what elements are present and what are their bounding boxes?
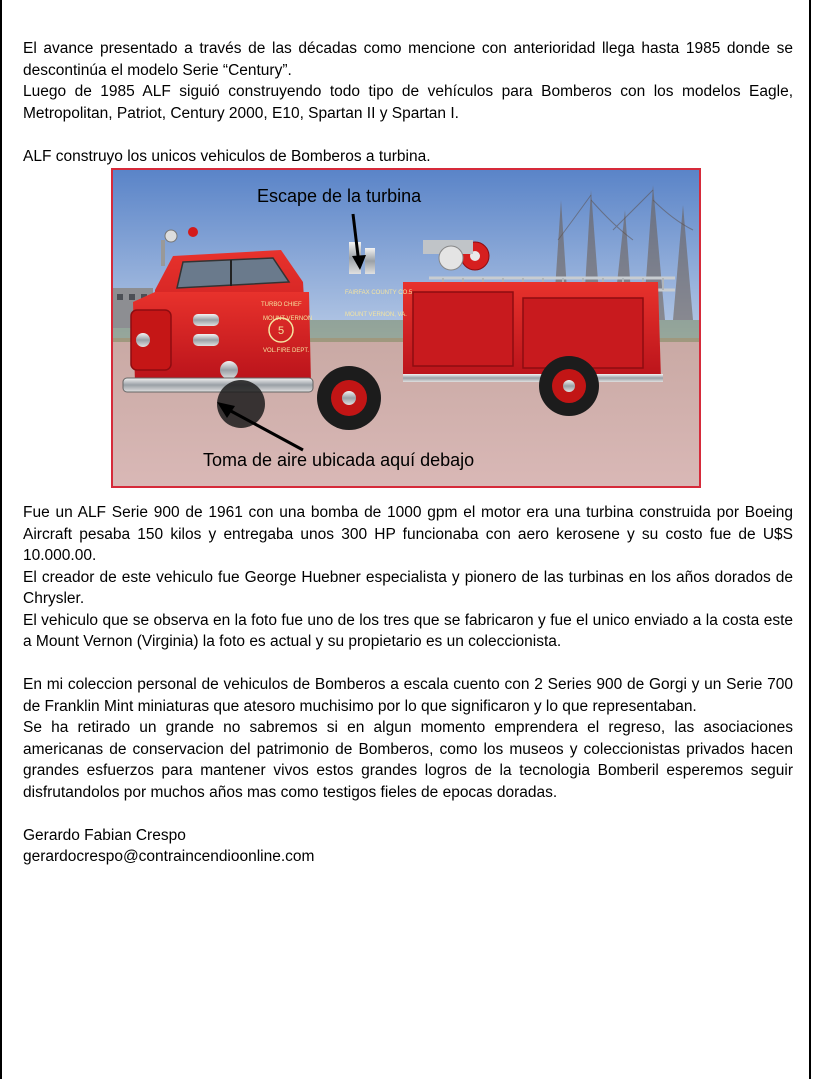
- paragraph-creator: El creador de este vehiculo fue George Huebner especialista y pionero de las turbinas en los años dorados de Chrysler.: [23, 568, 793, 607]
- body-text-bottom: MOUNT VERNON, VA.: [345, 312, 407, 318]
- paragraph-specs: Fue un ALF Serie 900 de 1961 con una bomba de 1000 gpm el motor era una turbina construida por Boeing Aircraft pesaba 150 kilos y entregaba unos 300 HP funcionaba con aero kerosene y su costo fue de U$S 10.000.00.: [23, 504, 793, 564]
- paragraph-retired: Se ha retirado un grande no sabremos si en algun momento emprendera el regreso, las asociaciones americanas de conservacion del patrimonio de Bomberos, como los museos y coleccionistas privados hacen grandes esfuerzos para mantener vivos estos grandes logros de la tecnologia Bomberil esperemos seguir disfrutandolos por muchos años mas como testigos fieles de epocas doradas.: [23, 719, 793, 801]
- page-border-left: [0, 0, 2, 1079]
- door-number: 5: [277, 325, 285, 337]
- fire-truck-illustration: [113, 170, 699, 486]
- body-text-top: FAIRFAX COUNTY CO.5: [345, 290, 413, 296]
- paragraph-models: Luego de 1985 ALF siguió construyendo todo tipo de vehículos para Bomberos con los modelos Eagle, Metropolitan, Patriot, Century 2000, E10, Spartan II y Spartan I.: [23, 83, 793, 122]
- paragraph-collection: En mi coleccion personal de vehiculos de Bomberos a escala cuento con 2 Series 900 de Gorgi y un Serie 700 de Franklin Mint miniaturas que atesoro muchisimo por lo que significaron y lo que representaban.: [23, 676, 793, 715]
- article-body: [23, 38, 793, 868]
- paragraph-history: El avance presentado a través de las décadas como mencione con anterioridad llega hasta 1985 donde se descontinúa el modelo Serie “Century”.: [23, 40, 793, 79]
- author-name: Gerardo Fabian Crespo: [23, 826, 186, 844]
- paragraph-vehicle: El vehiculo que se observa en la foto fue uno de los tres que se fabricaron y fue el unico enviado a la costa este a Mount Vernon (Virginia) la foto es actual y su propietario es un coleccionista.: [23, 611, 793, 650]
- author-email[interactable]: gerardocrespo@contraincendioonline.com: [23, 848, 315, 865]
- paragraph-turbine-note: ALF construyo los unicos vehiculos de Bomberos a turbina.: [23, 147, 431, 165]
- exhaust-label: Escape de la turbina: [257, 186, 422, 206]
- page-border-right: [809, 0, 811, 1079]
- door-text-top: MOUNT VERNON: [263, 316, 313, 322]
- door-text-bottom: VOL.FIRE DEPT.: [263, 348, 310, 354]
- intake-label: Toma de aire ubicada aquí debajo: [203, 450, 475, 470]
- hood-text: TURBO CHIEF: [261, 302, 302, 308]
- fire-truck-photo: [111, 168, 701, 488]
